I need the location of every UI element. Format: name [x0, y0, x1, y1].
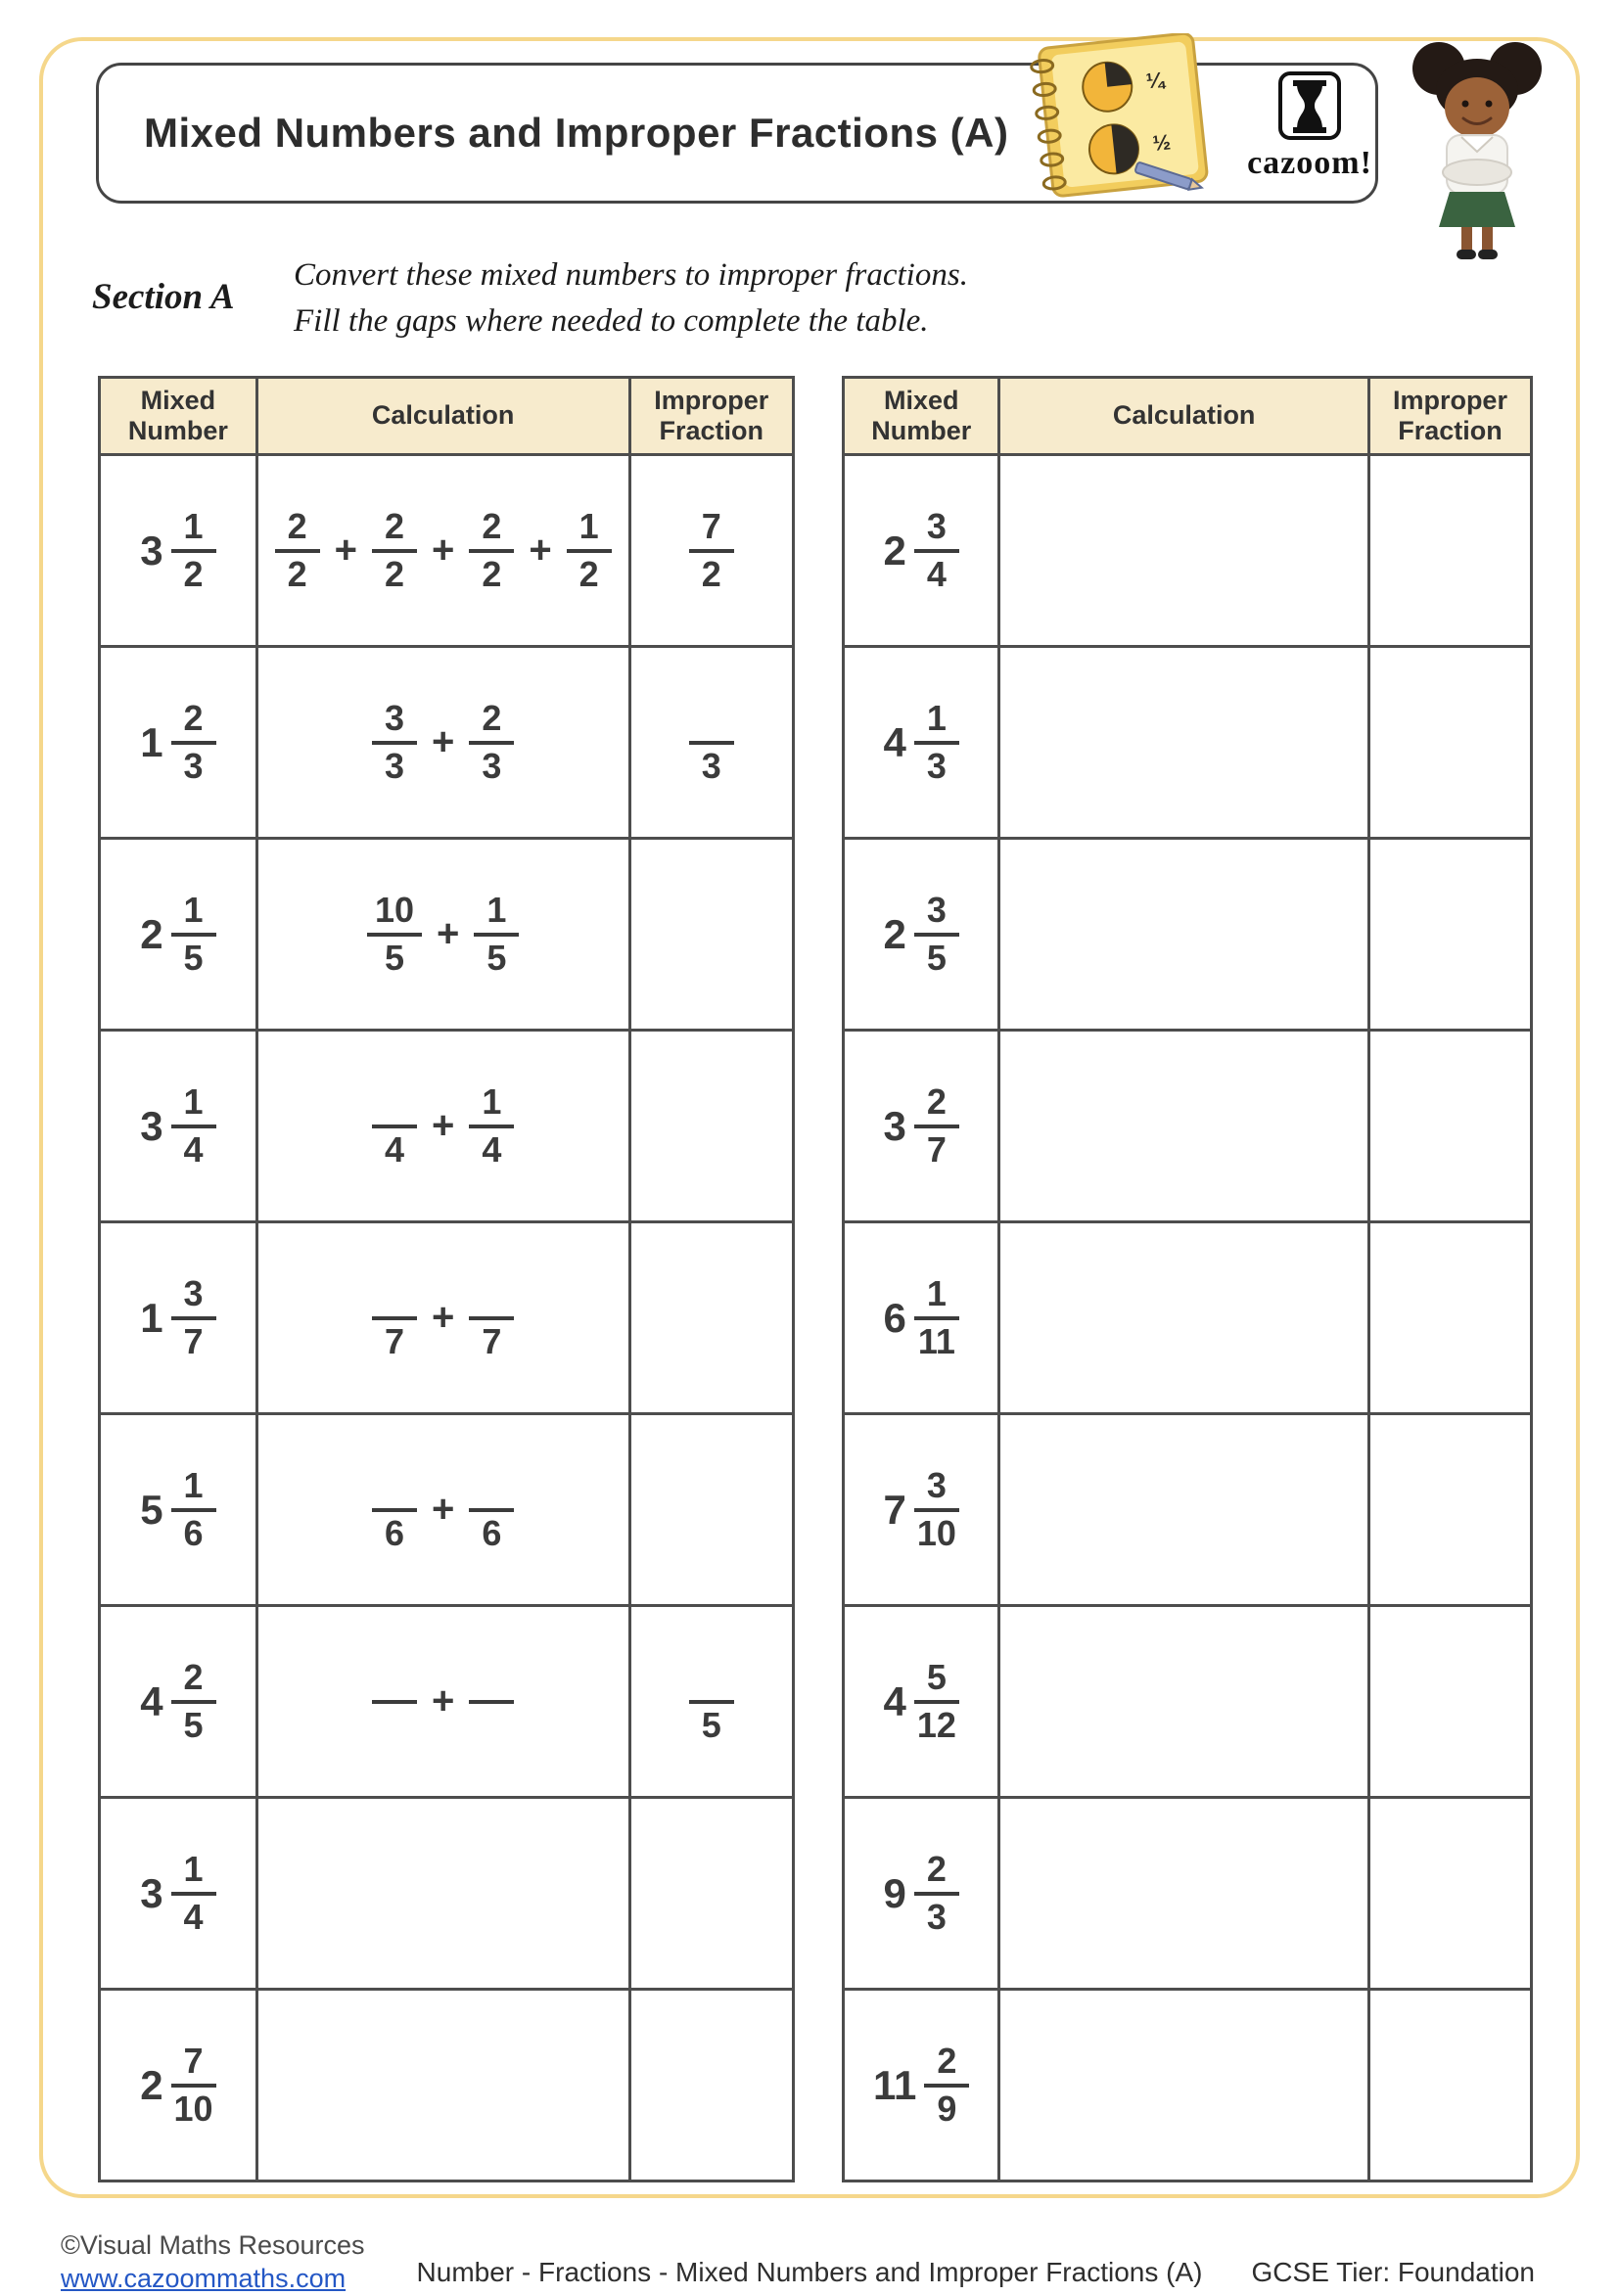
improper-fraction-cell: [629, 1606, 793, 1798]
calculation-expression: [372, 1659, 514, 1745]
calculation-cell: [256, 1606, 629, 1798]
numerator: 2: [372, 508, 417, 553]
fraction: [689, 700, 734, 786]
numerator: 1: [171, 1083, 216, 1128]
fraction: [469, 1080, 514, 1170]
numerator: 1: [914, 1275, 959, 1320]
fraction: [140, 2040, 215, 2129]
fraction: [140, 889, 215, 978]
fraction: [372, 505, 417, 594]
whole-number: 5: [140, 1486, 163, 1533]
plus-sign: +: [437, 912, 460, 955]
fraction: [469, 697, 514, 786]
table-row: [844, 455, 1532, 647]
whole-number: 3: [140, 527, 163, 574]
denominator: 3: [926, 745, 947, 786]
improper-fraction-cell: [1368, 1798, 1531, 1990]
numerator: [689, 1659, 734, 1704]
denominator: 2: [482, 553, 502, 594]
whole-number: 7: [883, 1486, 906, 1533]
plus-sign: +: [529, 528, 552, 572]
improper-fraction-cell: [1368, 839, 1531, 1031]
table-row: [100, 1798, 794, 1990]
fraction: [372, 1083, 417, 1170]
plus-sign: +: [431, 1104, 455, 1147]
denominator: 3: [701, 745, 721, 786]
footer-tier: GCSE Tier: Foundation: [1251, 2257, 1535, 2287]
denominator: 5: [183, 937, 204, 978]
denominator: 10: [916, 1512, 956, 1553]
numerator: 1: [171, 1467, 216, 1512]
numerator: [372, 1659, 417, 1704]
footer-breadcrumb: Number - Fractions - Mixed Numbers and Improper Fractions (A): [416, 2257, 1203, 2287]
cazoom-logo: [1231, 70, 1388, 198]
header-row: [100, 378, 794, 455]
mixed-number-cell: [844, 1414, 999, 1606]
calculation-expression: [372, 697, 514, 786]
numerator: 2: [171, 1659, 216, 1704]
denominator: 6: [482, 1512, 502, 1553]
denominator: 2: [183, 553, 204, 594]
header-row: [844, 378, 1532, 455]
numerator: 3: [914, 508, 959, 553]
mixed-number-cell: [844, 455, 999, 647]
numerator: 2: [171, 700, 216, 745]
mixed-number-cell: [100, 1031, 257, 1222]
numerator: 1: [171, 508, 216, 553]
whole-number: 1: [140, 1294, 163, 1341]
col-header-improper-fraction: Improper Fraction: [629, 378, 793, 455]
col-header-calculation: Calculation: [256, 378, 629, 455]
denominator: 6: [384, 1512, 404, 1553]
fraction: [372, 697, 417, 786]
instructions-line-2: Fill the gaps where needed to complete the table.: [294, 302, 929, 339]
denominator: 2: [384, 553, 404, 594]
section-a-label: Section A: [92, 277, 235, 317]
improper-fraction-cell: [1368, 1222, 1531, 1414]
calculation-cell: [256, 647, 629, 839]
whole-number: 2: [883, 527, 906, 574]
instructions-line-1: Convert these mixed numbers to improper fractions.: [294, 257, 968, 293]
calculation-cell: [999, 1222, 1368, 1414]
numerator: 3: [914, 1467, 959, 1512]
mixed-number-cell: [844, 647, 999, 839]
fraction: [883, 697, 959, 786]
calculation-expression: [372, 1080, 514, 1170]
denominator: 5: [183, 1704, 204, 1745]
numerator: [372, 1083, 417, 1128]
denominator: 5: [384, 937, 404, 978]
calculation-cell: [256, 1031, 629, 1222]
fraction-notebook-illustration: [1013, 33, 1219, 209]
denominator: 6: [183, 1512, 204, 1553]
table-row: [100, 1031, 794, 1222]
numerator: 7: [171, 2043, 216, 2088]
mixed-number-cell: [844, 839, 999, 1031]
calculation-cell: [256, 1414, 629, 1606]
denominator: 11: [917, 1320, 955, 1361]
improper-fraction-cell: [629, 455, 793, 647]
plus-sign: +: [431, 720, 455, 763]
denominator: 2: [287, 553, 307, 594]
table-row: [100, 1414, 794, 1606]
fraction: [689, 1659, 734, 1745]
fraction: [567, 505, 612, 594]
denominator: 4: [183, 1128, 204, 1170]
whole-number: 6: [883, 1294, 906, 1341]
calculation-cell: [256, 1222, 629, 1414]
denominator: 10: [173, 2088, 213, 2129]
plus-sign: +: [431, 528, 455, 572]
col-header-calculation: Calculation: [999, 378, 1368, 455]
copyright-text: ©Visual Maths Resources: [61, 2230, 365, 2260]
numerator: 3: [914, 892, 959, 937]
fraction: [140, 1848, 215, 1937]
improper-fraction-cell: [1368, 1606, 1531, 1798]
calculation-cell: [256, 839, 629, 1031]
calculation-cell: [999, 1031, 1368, 1222]
numerator: 2: [924, 2043, 969, 2088]
improper-fraction-cell: [629, 1798, 793, 1990]
col-header-improper-fraction: Improper Fraction: [1368, 378, 1531, 455]
calculation-cell: [256, 1798, 629, 1990]
denominator: [477, 1704, 506, 1745]
whole-number: 2: [140, 910, 163, 957]
whole-number: 3: [140, 1869, 163, 1916]
improper-fraction-cell: [1368, 1031, 1531, 1222]
denominator: 3: [183, 745, 204, 786]
calculation-cell: [999, 1414, 1368, 1606]
right-table: [842, 376, 1533, 2182]
whole-number: 3: [140, 1102, 163, 1149]
whole-number: 9: [883, 1869, 906, 1916]
fraction: [883, 1464, 959, 1553]
whole-number: 11: [873, 2061, 917, 2108]
denominator: 4: [183, 1896, 204, 1937]
improper-fraction-cell: [629, 839, 793, 1031]
pie-half-label: ½: [1151, 129, 1173, 157]
table-row: [844, 1990, 1532, 2181]
table-row: [844, 1606, 1532, 1798]
numerator: 2: [275, 508, 320, 553]
fraction: [372, 1275, 417, 1361]
calculation-cell: [999, 455, 1368, 647]
improper-fraction-cell: [629, 1222, 793, 1414]
calculation-cell: [999, 647, 1368, 839]
denominator: 12: [916, 1704, 956, 1745]
mixed-number-cell: [844, 1031, 999, 1222]
numerator: [469, 1467, 514, 1512]
improper-fraction-cell: [1368, 647, 1531, 839]
whole-number: 2: [883, 910, 906, 957]
fraction: [140, 1464, 215, 1553]
fraction: [883, 1848, 959, 1937]
fraction: [883, 505, 959, 594]
mixed-number-cell: [100, 1798, 257, 1990]
fraction: [140, 1272, 215, 1361]
numerator: 10: [367, 892, 422, 937]
fraction: [469, 1659, 514, 1745]
denominator: 2: [578, 553, 599, 594]
improper-fraction-cell: [629, 1414, 793, 1606]
cazoom-logo-icon: [1275, 70, 1344, 143]
improper-fraction-cell: [629, 1031, 793, 1222]
mixed-number-cell: [844, 1798, 999, 1990]
whole-number: 1: [140, 718, 163, 765]
numerator: [469, 1275, 514, 1320]
numerator: 2: [914, 1851, 959, 1896]
mixed-number-cell: [100, 1606, 257, 1798]
cazoom-logo-text: cazoom!: [1247, 145, 1372, 181]
plus-sign: +: [334, 528, 357, 572]
denominator: 7: [926, 1128, 947, 1170]
fraction: [372, 1467, 417, 1553]
numerator: 5: [914, 1659, 959, 1704]
denominator: 3: [384, 745, 404, 786]
denominator: 3: [926, 1896, 947, 1937]
denominator: 4: [384, 1128, 404, 1170]
fraction: [367, 889, 422, 978]
whole-number: 2: [140, 2061, 163, 2108]
denominator: 5: [486, 937, 507, 978]
improper-fraction-cell: [1368, 1414, 1531, 1606]
calculation-cell: [999, 1606, 1368, 1798]
instructions-text: [294, 253, 968, 344]
student-girl-icon: [1394, 37, 1560, 264]
denominator: 5: [926, 937, 947, 978]
col-header-mixed-number: Mixed Number: [844, 378, 999, 455]
numerator: [689, 700, 734, 745]
whole-number: 4: [883, 1677, 906, 1724]
numerator: 1: [914, 700, 959, 745]
left-table: [98, 376, 795, 2182]
calculation-expression: [372, 1275, 514, 1361]
fraction: [469, 1467, 514, 1553]
fraction: [883, 1656, 959, 1745]
fraction: [883, 889, 959, 978]
table-row: [100, 839, 794, 1031]
fraction: [140, 1656, 215, 1745]
fraction: [469, 505, 514, 594]
denominator: 4: [926, 553, 947, 594]
fraction: [372, 1659, 417, 1745]
mixed-number-cell: [100, 647, 257, 839]
mixed-number-cell: [100, 455, 257, 647]
numerator: 1: [567, 508, 612, 553]
fraction: [140, 505, 215, 594]
student-mascot-illustration: [1394, 37, 1560, 264]
denominator: 4: [482, 1128, 502, 1170]
table-row: [844, 1798, 1532, 1990]
numerator: 3: [372, 700, 417, 745]
calculation-cell: [999, 1990, 1368, 2181]
numerator: 3: [171, 1275, 216, 1320]
table-row: [844, 647, 1532, 839]
denominator: 3: [482, 745, 502, 786]
calculation-cell: [256, 1990, 629, 2181]
numerator: 2: [469, 508, 514, 553]
notebook-icon: [1013, 33, 1219, 209]
fraction: [689, 505, 734, 594]
calculation-expression: [275, 505, 612, 594]
denominator: 9: [937, 2088, 957, 2129]
numerator: 1: [474, 892, 519, 937]
calculation-expression: [372, 1467, 514, 1553]
table-row: [100, 647, 794, 839]
fraction: [474, 889, 519, 978]
improper-fraction-cell: [629, 1990, 793, 2181]
mixed-number-cell: [844, 1990, 999, 2181]
fraction: [469, 1275, 514, 1361]
denominator: 5: [701, 1704, 721, 1745]
mixed-number-cell: [100, 1990, 257, 2181]
numerator: 2: [469, 700, 514, 745]
plus-sign: +: [431, 1679, 455, 1722]
fraction: [883, 1080, 959, 1170]
table-row: [844, 839, 1532, 1031]
page-title: Mixed Numbers and Improper Fractions (A): [144, 110, 1009, 156]
denominator: 2: [701, 553, 721, 594]
table-row: [844, 1414, 1532, 1606]
numerator: 1: [171, 892, 216, 937]
numerator: [469, 1659, 514, 1704]
calculation-expression: [367, 889, 519, 978]
table-row: [100, 455, 794, 647]
mixed-number-cell: [100, 1222, 257, 1414]
col-header-mixed-number: Mixed Number: [100, 378, 257, 455]
denominator: [380, 1704, 409, 1745]
numerator: 2: [914, 1083, 959, 1128]
table-row: [844, 1031, 1532, 1222]
mixed-number-cell: [844, 1222, 999, 1414]
numerator: [372, 1467, 417, 1512]
table-row: [844, 1222, 1532, 1414]
fraction: [883, 1272, 959, 1361]
fraction: [140, 1080, 215, 1170]
pie-quarter-label: ¼: [1144, 67, 1166, 94]
whole-number: 3: [883, 1102, 906, 1149]
denominator: 7: [183, 1320, 204, 1361]
mixed-number-cell: [100, 839, 257, 1031]
improper-fraction-cell: [1368, 455, 1531, 647]
numerator: 1: [469, 1083, 514, 1128]
numerator: [372, 1275, 417, 1320]
whole-number: 4: [883, 718, 906, 765]
denominator: 7: [384, 1320, 404, 1361]
calculation-cell: [999, 839, 1368, 1031]
table-row: [100, 1990, 794, 2181]
improper-fraction-cell: [629, 647, 793, 839]
numerator: 1: [171, 1851, 216, 1896]
improper-fraction-cell: [1368, 1990, 1531, 2181]
website-link[interactable]: www.cazoommaths.com: [61, 2263, 347, 2293]
mixed-number-cell: [100, 1414, 257, 1606]
plus-sign: +: [431, 1296, 455, 1339]
fraction: [873, 2040, 969, 2129]
fraction: [140, 697, 215, 786]
calculation-cell: [256, 455, 629, 647]
whole-number: 4: [140, 1677, 163, 1724]
denominator: 7: [482, 1320, 502, 1361]
mixed-number-cell: [844, 1606, 999, 1798]
table-row: [100, 1606, 794, 1798]
fraction: [275, 505, 320, 594]
numerator: 7: [689, 508, 734, 553]
plus-sign: +: [431, 1488, 455, 1531]
table-row: [100, 1222, 794, 1414]
calculation-cell: [999, 1798, 1368, 1990]
